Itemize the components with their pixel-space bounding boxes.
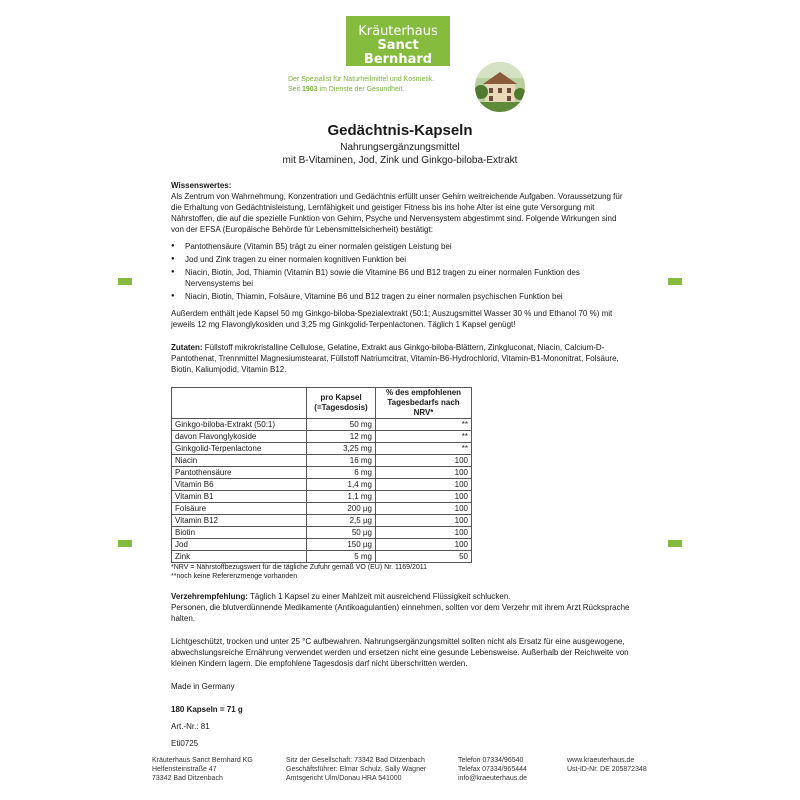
table-header-empty (172, 388, 307, 419)
nutrient-name: Vitamin B12 (172, 515, 307, 527)
table-row (172, 431, 472, 443)
footer-text: Sitz der Gesellschaft: 73342 Bad Ditzenbach (286, 757, 425, 764)
eti-code: Eti0725 (171, 739, 199, 748)
effect-item: ● Pantothensäure (Vitamin B5) trägt zu einer normalen geistigen Leistung bei (171, 241, 631, 252)
table-row (172, 443, 472, 455)
building-photo-graphic (475, 62, 525, 112)
table-row (172, 467, 472, 479)
storage-text: Lichtgeschützt, trocken und unter 25 °C aufbewahren. Nahrungsergänzungsmittel sollten nicht als Ersatz für eine ausgewogene, abwechslungsreiche Ernährung verwendet werden und ersetzen nicht eine gesunde Lebensweise. Außerhalb der Reichweite von kleinen Kindern lagern. Die empfohlene Tagesdosis darf nicht überschritten werden. (171, 637, 629, 668)
nutrient-nrv: 100 (376, 503, 472, 515)
nutrient-name: Niacin (172, 455, 307, 467)
table-row (172, 503, 472, 515)
nutrient-name: Pantothensäure (172, 467, 307, 479)
nutrient-nrv: 100 (376, 527, 472, 539)
table-row (172, 551, 472, 563)
footer-contact (458, 756, 527, 783)
footer-legal (286, 756, 426, 783)
footer-link-website[interactable]: www.kraeuterhaus.de (567, 757, 635, 764)
tagline (288, 75, 468, 95)
nrv-note: *NRV = Nährstoffbezugswert für die tägliche Zufuhr gemäß VO (EU) Nr. 1169/2011 (171, 564, 428, 571)
table-header-row (172, 388, 472, 419)
nutrient-amount: 150 µg (307, 539, 376, 551)
nutrition-table (171, 387, 472, 563)
logo-line1: Kräuterhaus (358, 24, 438, 39)
nutrient-name: Vitamin B1 (172, 491, 307, 503)
nutrient-amount: 200 µg (307, 503, 376, 515)
footer-text: Kräuterhaus Sanct Bernhard KG (152, 757, 253, 764)
product-title: Gedächtnis-Kapseln (327, 122, 473, 139)
footer-text: Telefax 07334/965444 (458, 766, 527, 773)
nutrient-amount: 6 mg (307, 467, 376, 479)
logo-line2: Sanct Bernhard (363, 38, 433, 67)
tagline-year: 1903 (302, 86, 318, 93)
tagline-line1: Der Spezialist für Naturheilmittel und Kosmetik. (288, 76, 435, 83)
nutrient-name: Folsäure (172, 503, 307, 515)
footer-text: Geschäftsführer: Elmar Schulz, Sally Wagner (286, 766, 427, 773)
nutrient-name: davon Flavonglykoside (172, 431, 307, 443)
nutrient-amount: 1,1 mg (307, 491, 376, 503)
effect-item: ● Niacin, Biotin, Thiamin, Folsäure, Vitamine B6 und B12 tragen zu einer normalen psychischen Funktion bei (171, 291, 631, 302)
table-row (172, 419, 472, 431)
nutrient-nrv: 50 (376, 551, 472, 563)
nutrient-name: Biotin (172, 527, 307, 539)
footer-text: 73342 Bad Ditzenbach (152, 775, 223, 782)
article-number: Art.-Nr.: 81 (171, 722, 210, 731)
table-row (172, 491, 472, 503)
table-row (172, 479, 472, 491)
margin-marker-right-2 (668, 540, 682, 547)
ginkgo-extra-text: Außerdem enthält jede Kapsel 50 mg Ginkgo-biloba-Spezialextrakt (50:1; Auszugsmittel Wasser 30 % und Ethanol 70 %) mit jeweils 12 mg Flavonglykosiden und 3,25 mg Ginkgolid-Terpenlactonen. Täglich 1 Kapsel genügt! (171, 309, 613, 329)
margin-marker-right-1 (668, 278, 682, 285)
footer-text: Ust-ID-Nr. DE 205872348 (567, 766, 647, 773)
nutrient-nrv: ** (376, 431, 472, 443)
margin-marker-left-1 (118, 278, 132, 285)
nutrient-nrv: 100 (376, 491, 472, 503)
reference-note: **noch keine Referenzmenge vorhanden (171, 573, 298, 580)
footer-link-email[interactable]: info@kraeuterhaus.de (458, 775, 527, 782)
ingredients (171, 342, 631, 375)
table-row (172, 455, 472, 467)
nutrient-nrv: 100 (376, 515, 472, 527)
footer-text: Amtsgericht Ulm/Donau HRA 541000 (286, 775, 402, 782)
nutrient-name: Ginkgolid-Terpenlactone (172, 443, 307, 455)
nutrient-nrv: ** (376, 443, 472, 455)
package-size: 180 Kapseln = 71 g (171, 705, 243, 714)
dosage-recommendation: Verzehrempfehlung: Täglich 1 Kapsel zu einer Mahlzeit mit ausreichend Flüssigkeit schlucken. (171, 592, 511, 601)
tagline-line2: Seit 1903 im Dienste der Gesundheit. (288, 86, 405, 93)
wissen-text: Als Zentrum von Wahrnehmung, Konzentration und Gedächtnis erfüllt unser Gehirn weitreichende Aufgaben. Voraussetzung für die Erhaltung von Gedächtnisleistung, Lernfähigkeit und geistiger Fitness bis ins hohe Alter ist eine gute Versorgung mit Nährstoffen, die auf die spezielle Funktion von Gehirn, Psyche und Nervensystem abgestimmt sind. Folgende Wirkungen sind von der EFSA (Europäische Behörde für Lebensmittelsicherheit) bestätigt: (171, 192, 623, 234)
nutrient-amount: 12 mg (307, 431, 376, 443)
nutrient-name: Ginkgo-biloba-Extrakt (50:1) (172, 419, 307, 431)
effects-list (171, 241, 631, 302)
nutrient-name: Zink (172, 551, 307, 563)
nutrient-amount: 1,4 mg (307, 479, 376, 491)
subtitle-line1: Nahrungsergänzungsmittel (340, 142, 460, 153)
anticoagulant-warning: Personen, die blutverdünnende Medikamente (Antikoagulantien) einnehmen, sollten vor dem Verzehr mit ihrem Arzt Rücksprache halten. (171, 603, 630, 623)
main-content (171, 180, 631, 749)
nutrient-amount: 5 mg (307, 551, 376, 563)
footer-web (567, 756, 647, 774)
product-subtitle (0, 141, 800, 167)
nutrient-amount: 3,25 mg (307, 443, 376, 455)
table-row (172, 539, 472, 551)
footer-company (152, 756, 253, 783)
effect-item: ● Niacin, Biotin, Jod, Thiamin (Vitamin B1) sowie die Vitamine B6 und B12 tragen zu einer normalen Funktion des Nervensystems bei (171, 267, 631, 289)
subtitle-line2: mit B-Vitaminen, Jod, Zink und Ginkgo-biloba-Extrakt (282, 155, 518, 166)
nutrient-nrv: 100 (376, 467, 472, 479)
table-row (172, 515, 472, 527)
nutrient-name: Vitamin B6 (172, 479, 307, 491)
margin-marker-left-2 (118, 540, 132, 547)
wissen-heading: Wissenswertes: (171, 181, 232, 190)
brand-logo (346, 16, 450, 66)
footer-text: Helfensteinstraße 47 (152, 766, 217, 773)
nutrient-nrv: 100 (376, 539, 472, 551)
nutrient-amount: 16 mg (307, 455, 376, 467)
nutrient-amount: 50 µg (307, 527, 376, 539)
dosage-label: Verzehrempfehlung: (171, 592, 248, 601)
made-in: Made in Germany (171, 682, 235, 691)
effect-item: ● Jod und Zink tragen zu einer normalen kognitiven Funktion bei (171, 254, 631, 265)
nutrient-nrv: 100 (376, 479, 472, 491)
nutrient-amount: 2,5 µg (307, 515, 376, 527)
table-header-nrv: % des empfohlenen Tagesbedarfs nach NRV* (376, 388, 472, 419)
nutrient-name: Jod (172, 539, 307, 551)
ingredients-text: Füllstoff mikrokristalline Cellulose, Gelatine, Extrakt aus Ginkgo-biloba-Blättern, Zinkgluconat, Niacin, Calcium-D-Pantothenat, Trennmittel Magnesiumstearat, Füllstoff Natriumcitrat, Vitamin-B6-Hydrochlorid, Vitamin-B1-Mononitrat, Folsäure, Biotin, Kaliumjodid, Vitamin B12. (171, 343, 619, 374)
nutrient-amount: 50 mg (307, 419, 376, 431)
footer-text: Telefon 07334/96540 (458, 757, 524, 764)
nutrient-nrv: ** (376, 419, 472, 431)
nutrient-nrv: 100 (376, 455, 472, 467)
ingredients-label: Zutaten: (171, 343, 203, 352)
table-row (172, 527, 472, 539)
table-header-amount: pro Kapsel (=Tagesdosis) (307, 388, 376, 419)
building-photo (475, 62, 525, 112)
